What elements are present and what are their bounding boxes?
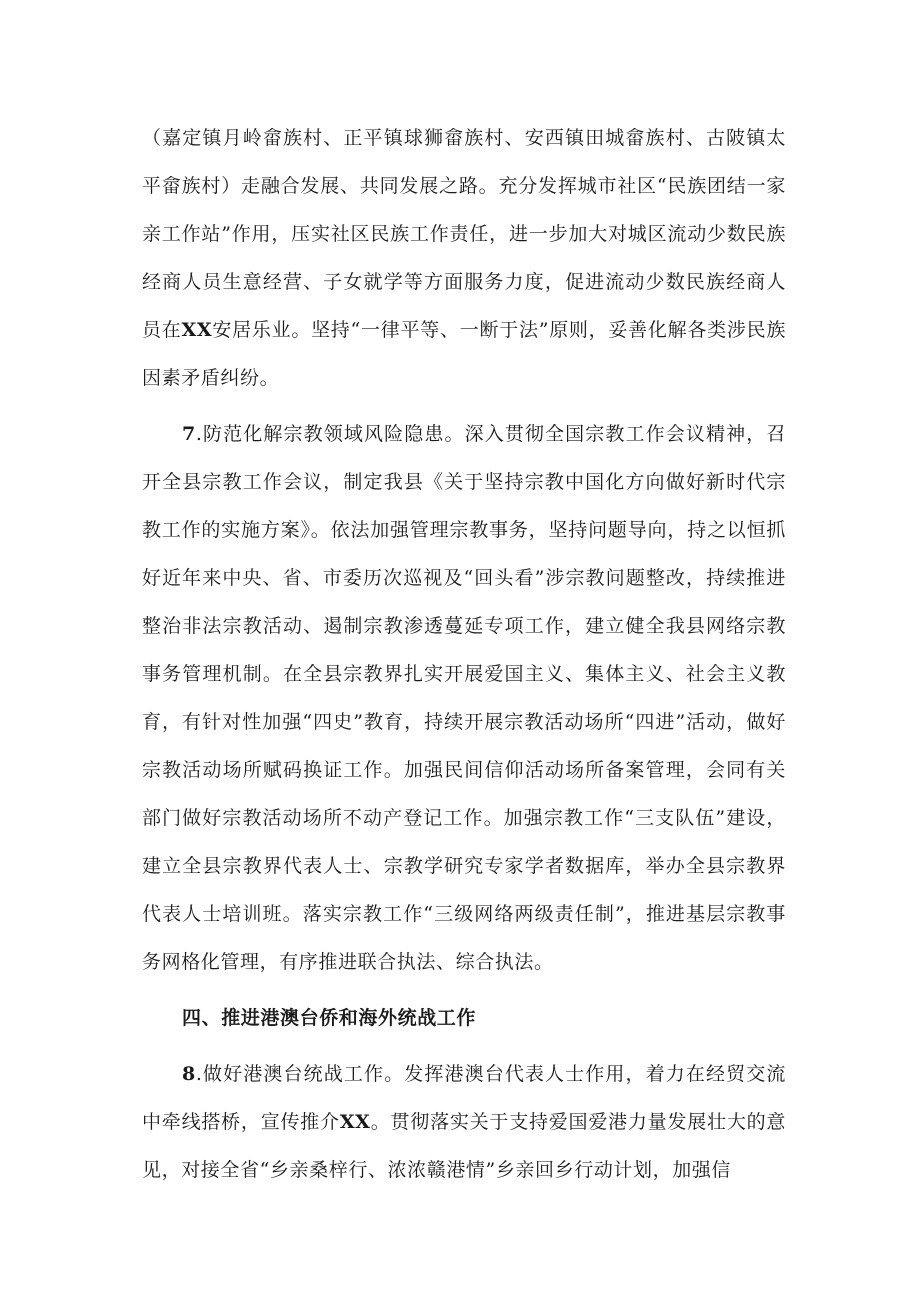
- county-placeholder: XX: [339, 1111, 371, 1133]
- paragraph-hk-macao-taiwan: [142, 1050, 786, 1194]
- section-heading: 四、推进港澳台侨和海外统战工作: [182, 1007, 477, 1029]
- paragraph-ethnic-work: [142, 114, 786, 402]
- document-page: [142, 114, 786, 1194]
- paragraph-religious-risk: [142, 410, 786, 986]
- paragraph-text: .防范化解宗教领域风险隐患。深入贯彻全国宗教工作会议精神，召开全县宗教工作会议，制定我县《关于坚持宗教中国化方向做好新时代宗教工作的实施方案》。依法加强管理宗教事务，坚持问题导向，持之以恒抓好近年来中央、省、市委历次巡视及“回头看”涉宗教问题整改，持续推进整治非法宗教活动、遏制宗教渗透蔓延专项工作，建立健全我县网络宗教事务管理机制。在全县宗教界扎实开展爱国主义、集体主义、社会主义教育，有针对性加强“四史”教育，持续开展宗教活动场所“四进”活动，做好宗教活动场所赋码换证工作。加强民间信仰活动场所备案管理，会同有关部门做好宗教活动场所不动产登记工作。加强宗教工作“三支队伍”建设，建立全县宗教界代表人士、宗教学研究专家学者数据库，举办全县宗教界代表人士培训班。落实宗教工作“三级网络两级责任制”，推进基层宗教事务网格化管理，有序推进联合执法、综合执法。: [142, 423, 786, 973]
- paragraph-text: （嘉定镇月岭畲族村、正平镇球狮畲族村、安西镇田城畲族村、古陂镇太平畲族村）走融合发展、共同发展之路。充分发挥城市社区“民族团结一家亲工作站”作用，压实社区民族工作责任，进一步加大对城区流动少数民族经商人员生意经营、子女就学等方面服务力度，促进流动少数民族经商人员在: [142, 127, 786, 341]
- county-placeholder: XX: [181, 319, 213, 341]
- item-number: 8: [182, 1063, 196, 1085]
- paragraph-text-end: 。贯彻落实关于支持爱国爱港力量发展壮大的意见，对接全省“乡亲桑梓行、浓浓赣港情”乡亲回乡行动计划，加强信: [142, 1111, 786, 1181]
- item-number: 7: [182, 423, 196, 445]
- paragraph-text-end: 安居乐业。坚持“一律平等、一断于法”原则，妥善化解各类涉民族因素矛盾纠纷。: [142, 319, 786, 389]
- paragraph-text: .做好港澳台统战工作。发挥港澳台代表人士作用，着力在经贸交流中牵线搭桥，宣传推介: [142, 1063, 786, 1133]
